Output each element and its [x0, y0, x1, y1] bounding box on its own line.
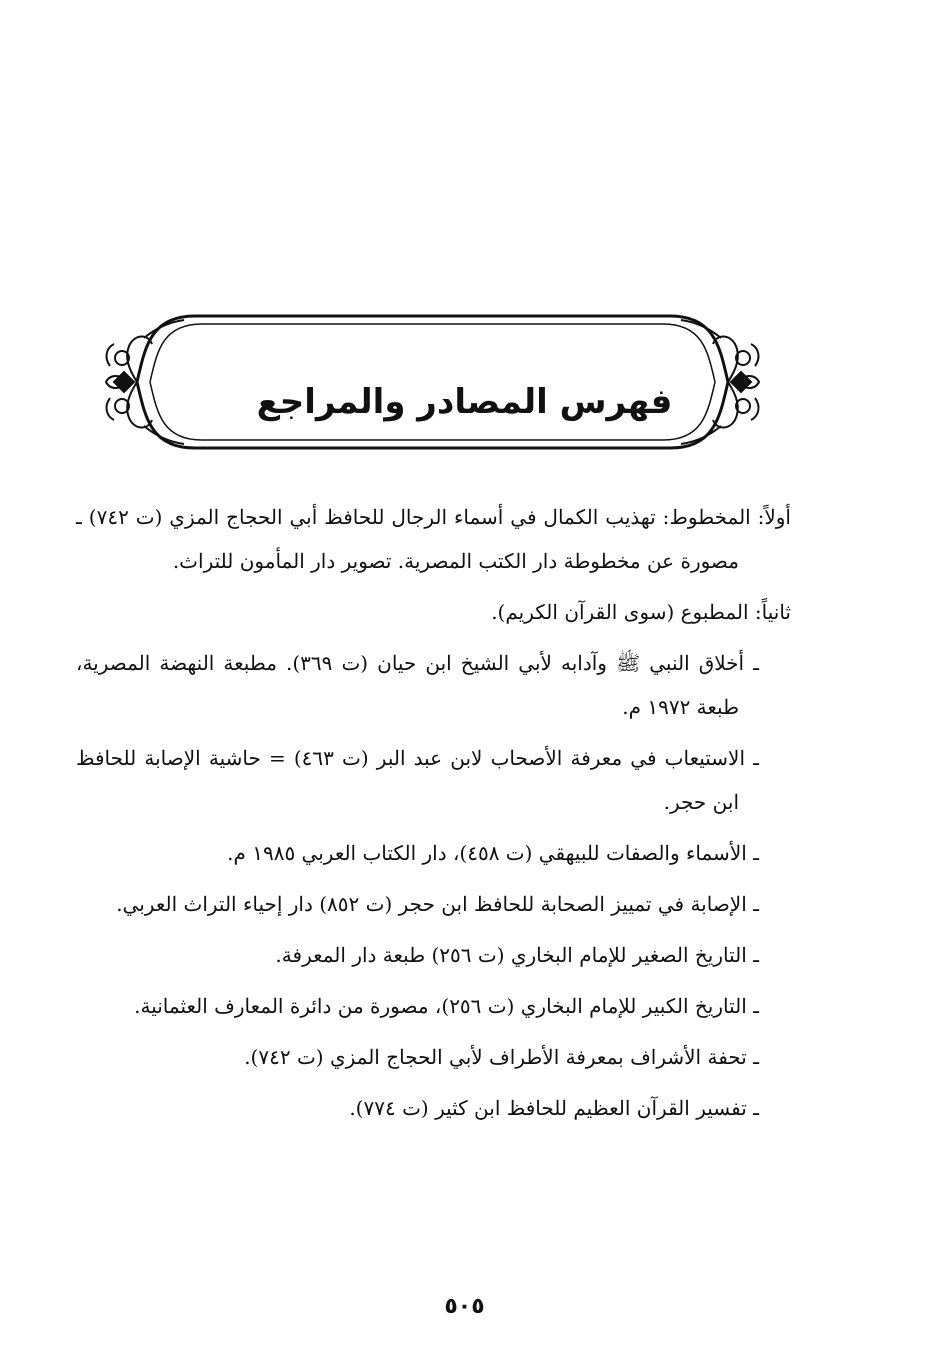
- reference-entry: ـ الأسماء والصفات للبيهقي (ت ٤٥٨)، دار الكتاب العربي ١٩٨٥ م.: [227, 841, 759, 865]
- reference-entry: ـ التاريخ الصغير للإمام البخاري (ت ٢٥٦) طبعة دار المعرفة.: [275, 943, 759, 967]
- reference-entry-manuscript: أولاً: المخطوط: تهذيب الكمال في أسماء الرجال للحافظ أبي الحجاج المزي (ت ٧٤٢) ـ مصورة عن مخطوطة دار الكتب المصرية. تصوير دار المأمون للتراث.: [76, 505, 791, 573]
- reference-entry: ـ الاستيعاب في معرفة الأصحاب لابن عبد البر (ت ٤٦٣) = حاشية الإصابة للحافظ ابن حجر.: [76, 746, 759, 814]
- reference-entry: ـ الإصابة في تمييز الصحابة للحافظ ابن حجر (ت ٨٥٢) دار إحياء التراث العربي.: [116, 892, 759, 916]
- page-number: ٥٠٥: [444, 1294, 485, 1319]
- page-title: فهرس المصادر والمراجع: [256, 382, 673, 422]
- reference-entry: ـ التاريخ الكبير للإمام البخاري (ت ٢٥٦)، مصورة من دائرة المعارف العثمانية.: [134, 994, 759, 1018]
- reference-entry: ـ تفسير القرآن العظيم للحافظ ابن كثير (ت ٧٧٤).: [349, 1096, 759, 1120]
- section-heading-printed: ثانياً: المطبوع (سوى القرآن الكريم).: [491, 600, 791, 624]
- reference-entry: ـ تحفة الأشراف بمعرفة الأطراف لأبي الحجاج المزي (ت ٧٤٢).: [244, 1045, 759, 1069]
- references-list: [76, 495, 791, 1137]
- reference-entry: ـ أخلاق النبي ﷺ وآدابه لأبي الشيخ ابن حيان (ت ٣٦٩). مطبعة النهضة المصرية، طبعة ١٩٧٢ م.: [76, 651, 759, 719]
